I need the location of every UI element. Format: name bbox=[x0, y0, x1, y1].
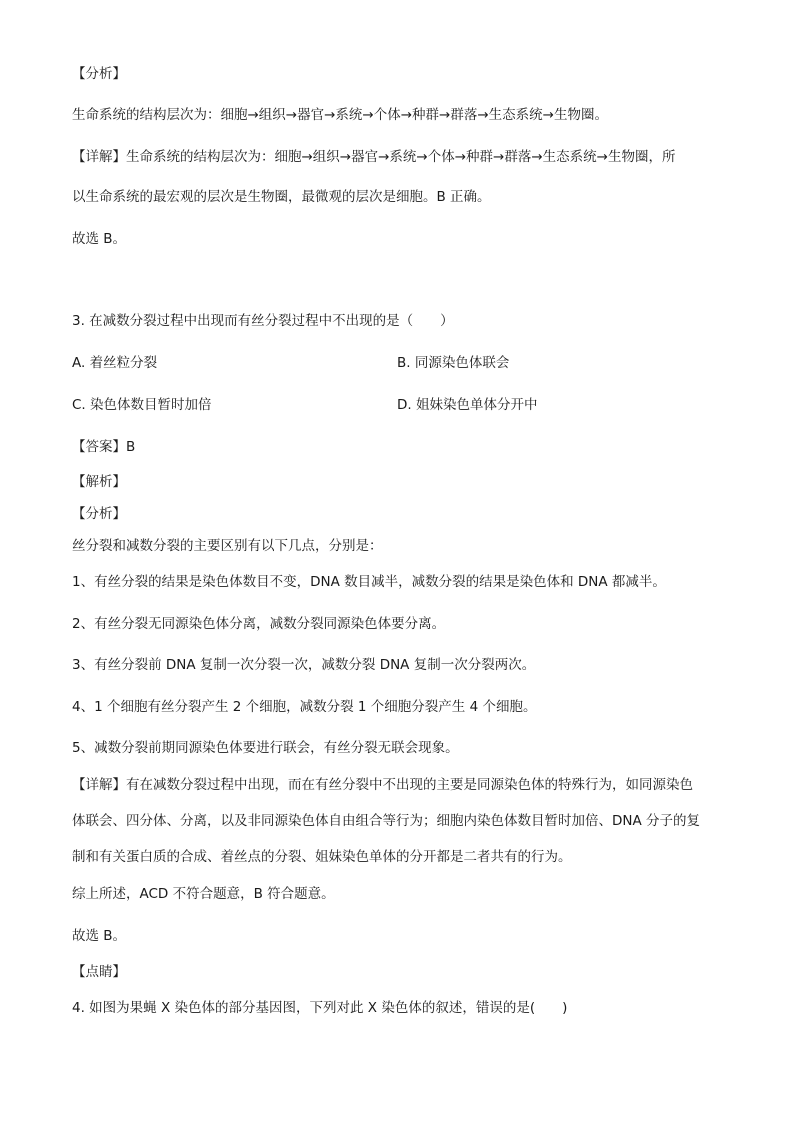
question-3-option-a: A. 着丝粒分裂 bbox=[72, 355, 158, 371]
analysis-heading: 【分析】 bbox=[72, 66, 126, 82]
question-4-stem: 4. 如图为果蝇 X 染色体的部分基因图，下列对此 X 染色体的叙述，错误的是( ) bbox=[72, 1000, 568, 1016]
analysis-intro: 丝分裂和减数分裂的主要区别有以下几点，分别是： bbox=[72, 538, 383, 554]
analysis-heading-q3: 【分析】 bbox=[72, 506, 126, 522]
analysis-point-1: 1、有丝分裂的结果是染色体数目不变，DNA 数目减半，减数分裂的结果是染色体和 DNA 都减半。 bbox=[72, 574, 666, 590]
analysis-point-4: 4、1 个细胞有丝分裂产生 2 个细胞，减数分裂 1 个细胞分裂产生 4 个细胞。 bbox=[72, 699, 537, 715]
detail-text-line-1: 【详解】生命系统的结构层次为：细胞→组织→器官→系统→个体→种群→群落→生态系统→生物圈，所 bbox=[72, 149, 676, 165]
analysis-text: 生命系统的结构层次为：细胞→组织→器官→系统→个体→种群→群落→生态系统→生物圈。 bbox=[72, 107, 608, 123]
answer-label: 【答案】B bbox=[72, 439, 136, 455]
question-3-option-c: C. 染色体数目暂时加倍 bbox=[72, 397, 212, 413]
detail-text-line-2: 以生命系统的最宏观的层次是生物圈，最微观的层次是细胞。B 正确。 bbox=[72, 189, 491, 205]
highlight-heading: 【点睛】 bbox=[72, 964, 126, 980]
summary-text: 综上所述，ACD 不符合题意，B 符合题意。 bbox=[72, 886, 335, 902]
detail-q3-line-1: 【详解】有在减数分裂过程中出现，而在有丝分裂中不出现的主要是同源染色体的特殊行为，如同源染色 bbox=[72, 777, 693, 793]
detail-q3-line-3: 制和有关蛋白质的合成、着丝点的分裂、姐妹染色单体的分开都是二者共有的行为。 bbox=[72, 849, 572, 865]
choose-answer-q3: 故选 B。 bbox=[72, 928, 127, 944]
explanation-heading: 【解析】 bbox=[72, 474, 126, 490]
choose-answer: 故选 B。 bbox=[72, 231, 127, 247]
analysis-point-5: 5、减数分裂前期同源染色体要进行联会，有丝分裂无联会现象。 bbox=[72, 740, 459, 756]
analysis-point-2: 2、有丝分裂无同源染色体分离，减数分裂同源染色体要分离。 bbox=[72, 616, 446, 632]
question-3-option-b: B. 同源染色体联会 bbox=[397, 355, 510, 371]
detail-q3-line-2: 体联会、四分体、分离，以及非同源染色体自由组合等行为；细胞内染色体数目暂时加倍、DNA 分子的复 bbox=[72, 813, 701, 829]
analysis-point-3: 3、有丝分裂前 DNA 复制一次分裂一次，减数分裂 DNA 复制一次分裂两次。 bbox=[72, 657, 536, 673]
question-3-option-d: D. 姐妹染色单体分开中 bbox=[397, 397, 538, 413]
question-3-stem: 3. 在减数分裂过程中出现而有丝分裂过程中不出现的是（ ） bbox=[72, 313, 454, 329]
